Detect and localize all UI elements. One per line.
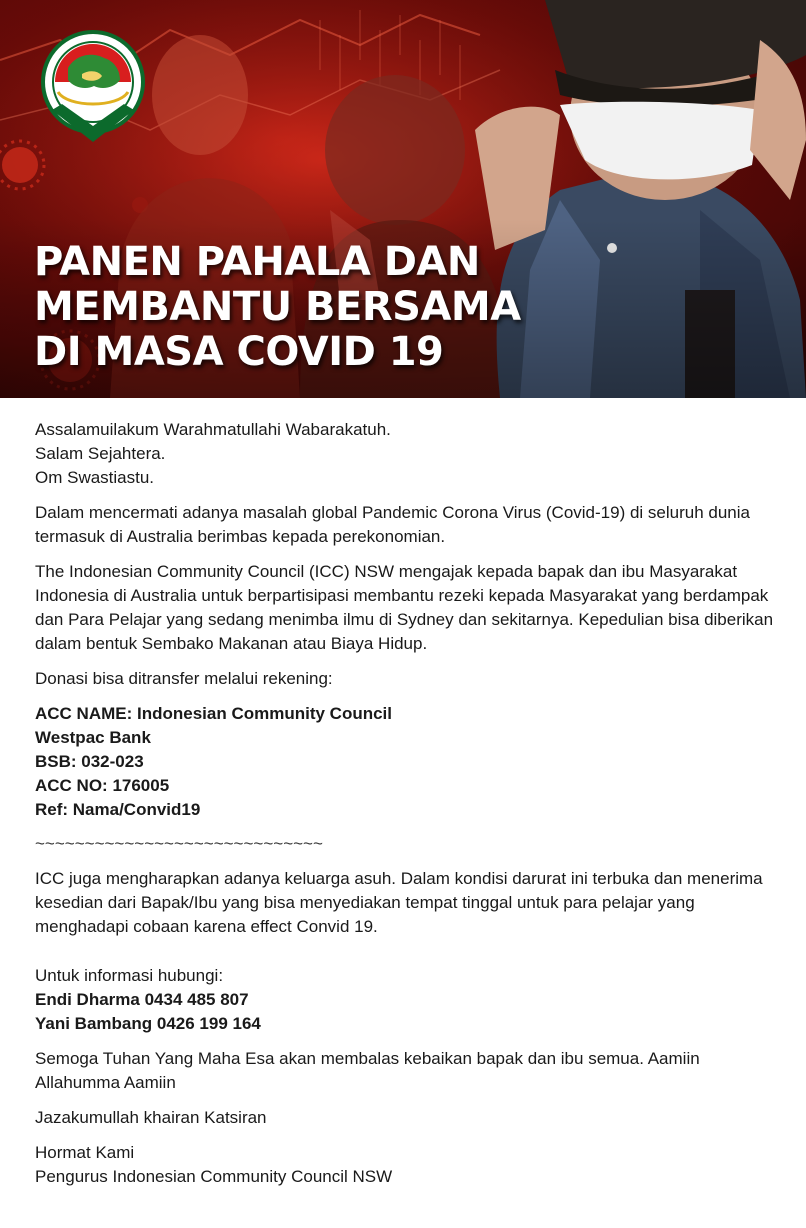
header-banner: [0, 0, 806, 398]
contact-intro: Untuk informasi hubungi:: [35, 966, 224, 985]
contact-block: [35, 964, 775, 1036]
greeting-line: Salam Sejahtera.: [35, 444, 166, 463]
separator: ~~~~~~~~~~~~~~~~~~~~~~~~~~~~~: [35, 834, 323, 853]
paragraph-invitation: The Indonesian Community Council (ICC) NSW mengajak kepada bapak dan ibu Masyarakat Indonesia di Australia untuk berpartisipasi membantu rezeki kepada Masyarakat yang berdampak dan Para Pelajar yang sedang menimba ilmu di Sydney dan sekitarnya. Kepedulian bisa diberikan dalam bentuk Sembako Makanan atau Biaya Hidup.: [35, 562, 774, 653]
greeting-line: Assalamuilakum Warahmatullahi Wabarakatuh.: [35, 420, 391, 439]
account-name: ACC NAME: Indonesian Community Council: [35, 704, 392, 723]
paragraph-blessing: Semoga Tuhan Yang Maha Esa akan membalas kebaikan bapak dan ibu semua. Aamiin Allahumma Aamiin: [35, 1049, 700, 1092]
donation-intro: Donasi bisa ditransfer melalui rekening:: [35, 669, 333, 688]
reference: Ref: Nama/Convid19: [35, 800, 201, 819]
page-title: [34, 240, 521, 375]
icc-logo: [38, 30, 148, 148]
greeting-block: [35, 418, 775, 490]
headline-line-1: PANEN PAHALA DAN: [34, 239, 480, 285]
bank-name: Westpac Bank: [35, 728, 151, 747]
greeting-line: Om Swastiastu.: [35, 468, 155, 487]
headline-line-2: MEMBANTU BERSAMA: [34, 284, 521, 330]
contact-person: Endi Dharma 0434 485 807: [35, 990, 249, 1009]
paragraph-pandemic: Dalam mencermati adanya masalah global Pandemic Corona Virus (Covid-19) di seluruh dunia termasuk di Australia berimbas kepada perekonomian.: [35, 503, 750, 546]
account-number: ACC NO: 176005: [35, 776, 170, 795]
letter-body: [35, 418, 775, 1200]
headline-line-3: DI MASA COVID 19: [34, 329, 444, 375]
closing-line: Jazakumullah khairan Katsiran: [35, 1108, 267, 1127]
contact-person: Yani Bambang 0426 199 164: [35, 1014, 261, 1033]
bsb-number: BSB: 032-023: [35, 752, 144, 771]
account-details: [35, 702, 775, 822]
paragraph-foster-family: ICC juga mengharapkan adanya keluarga asuh. Dalam kondisi darurat ini terbuka dan menerima kesedian dari Bapak/Ibu yang bisa menyediakan tempat tinggal untuk para pelajar yang menghadapi cobaan karena effect Convid 19.: [35, 869, 763, 936]
signoff-block: [35, 1141, 775, 1189]
signoff-line: Pengurus Indonesian Community Council NSW: [35, 1167, 393, 1186]
signoff-line: Hormat Kami: [35, 1143, 135, 1162]
